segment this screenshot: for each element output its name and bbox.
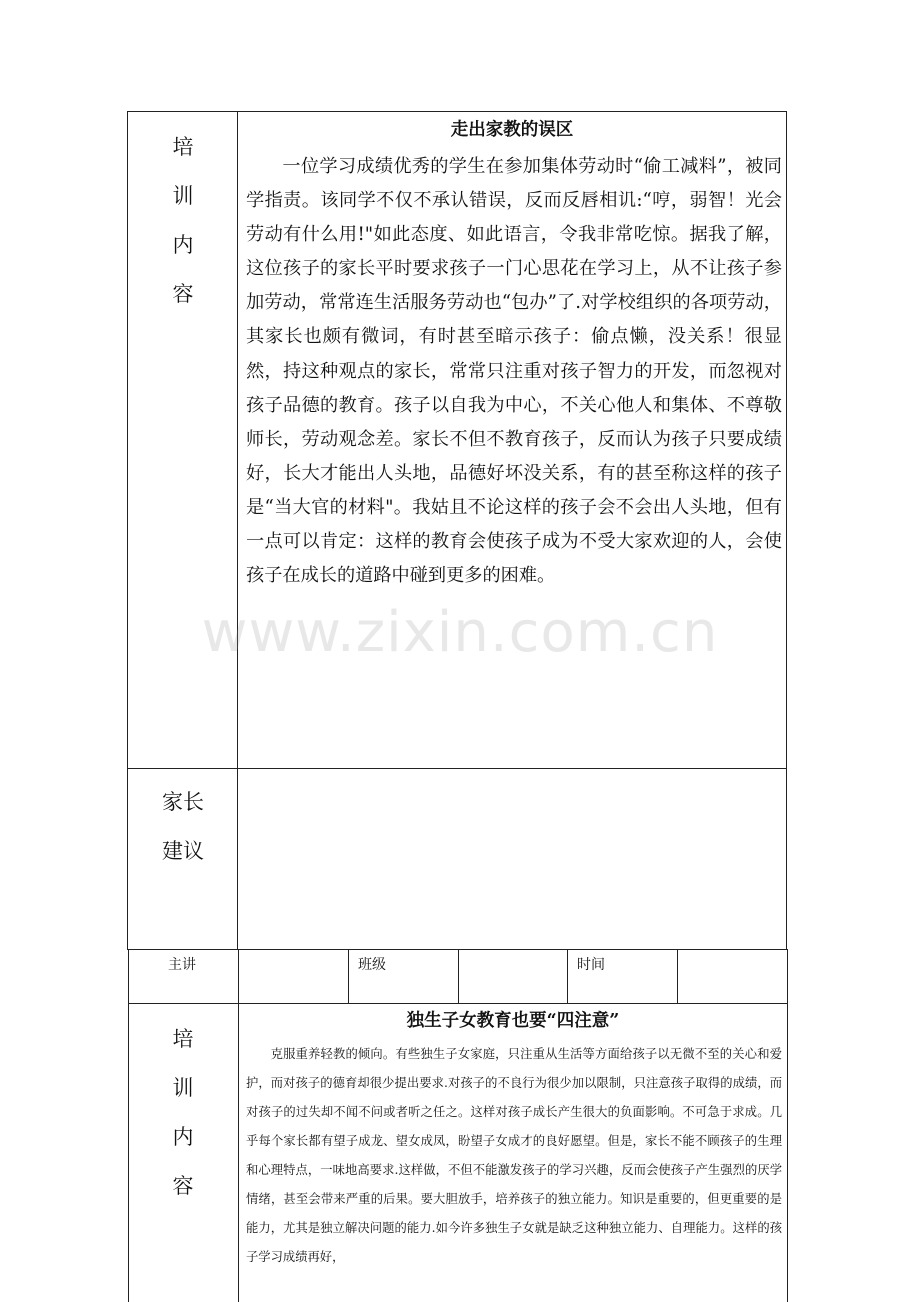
speaker-value — [239, 950, 348, 1003]
section2-body: 克服重养轻教的倾向。有些独生子女家庭，只注重从生活等方面给孩子以无微不至的关心和爱护，而对孩子的德育却很少提出要求.对孩子的不良行为很少加以限制，只注意孩子取得的成绩，而对孩子的过失却不闻不问或者听之任之。这样对孩子成长产生很大的负面影响。不可急于求成。几乎每个家长都有望子成龙、望女成凤，盼望子女成才的良好愿望。但是，家长不能不顾孩子的生理和心理特点，一味地高要求.这样做，不但不能激发孩子的学习兴趣，反而会使孩子产生强烈的厌学情绪，甚至会带来严重的后果。要大胆放手，培养孩子的独立能力。知识是重要的，但更重要的是能力，尤其是独立解决问题的能力.如今许多独生子女就是缺乏这种独立能力、自理能力。这样的孩子学习成绩再好， — [246, 1047, 782, 1264]
section2-label-char: 培 — [172, 1027, 194, 1051]
info-divider-3 — [567, 949, 568, 1003]
parent-suggestion-label-line: 建议 — [162, 839, 204, 863]
class-label: 班级 — [358, 957, 386, 973]
section2-label-char: 训 — [172, 1076, 194, 1100]
section2-label-char: 容 — [172, 1174, 194, 1198]
table-border-right-lower — [787, 949, 788, 1302]
section1-title: 走出家教的误区 — [450, 120, 574, 140]
section1-label-char: 培 — [172, 135, 194, 159]
table-border-right-upper — [786, 111, 787, 949]
time-value — [678, 950, 787, 1003]
parent-suggestion-label-line: 家长 — [162, 790, 204, 814]
section1-label-char: 训 — [172, 184, 194, 208]
row-divider-3 — [128, 1003, 788, 1004]
section2-label — [128, 1015, 238, 1211]
info-divider-1 — [348, 949, 349, 1003]
parent-suggestion-content — [238, 769, 786, 949]
speaker-label: 主讲 — [168, 957, 196, 973]
section1-label — [128, 123, 238, 319]
section1-body: 一位学习成绩优秀的学生在参加集体劳动时“偷工减料”，被同学指责。该同学不仅不承认错误，反而反唇相讥:“哼，弱智！光会劳动有什么用!"如此态度、如此语言，令我非常吃惊。据我了解，这位孩子的家长平时要求孩子一门心思花在学习上，从不让孩子参加劳动，常常连生活服务劳动也“包办”了.对学校组织的各项劳动，其家长也颇有微词，有时甚至暗示孩子：偷点懒，没关系！很显然，持这种观点的家长，常常只注重对孩子智力的开发，而忽视对孩子品德的教育。孩子以自我为中心，不关心他人和集体、不尊敬师长，劳动观念差。家长不但不教育孩子，反而认为孩子只要成绩好，长大才能出人头地，品德好坏没关系，有的甚至称这样的孩子是“当大官的材料"。我姑且不论这样的孩子会不会出人头地，但有一点可以肯定：这样的教育会使孩子成为不受大家欢迎的人，会使孩子在成长的道路中碰到更多的困难。 — [246, 156, 782, 587]
parent-suggestion-label — [128, 778, 238, 876]
section2-label-char: 内 — [172, 1125, 194, 1149]
section1-label-char: 内 — [172, 233, 194, 257]
section1-label-char: 容 — [172, 282, 194, 306]
class-value — [459, 950, 567, 1003]
time-label: 时间 — [577, 957, 605, 973]
section2-title: 独生子女教育也要“四注意” — [406, 1011, 620, 1031]
watermark: www.zixin.com.cn — [201, 600, 719, 665]
table-border-top — [127, 111, 787, 112]
